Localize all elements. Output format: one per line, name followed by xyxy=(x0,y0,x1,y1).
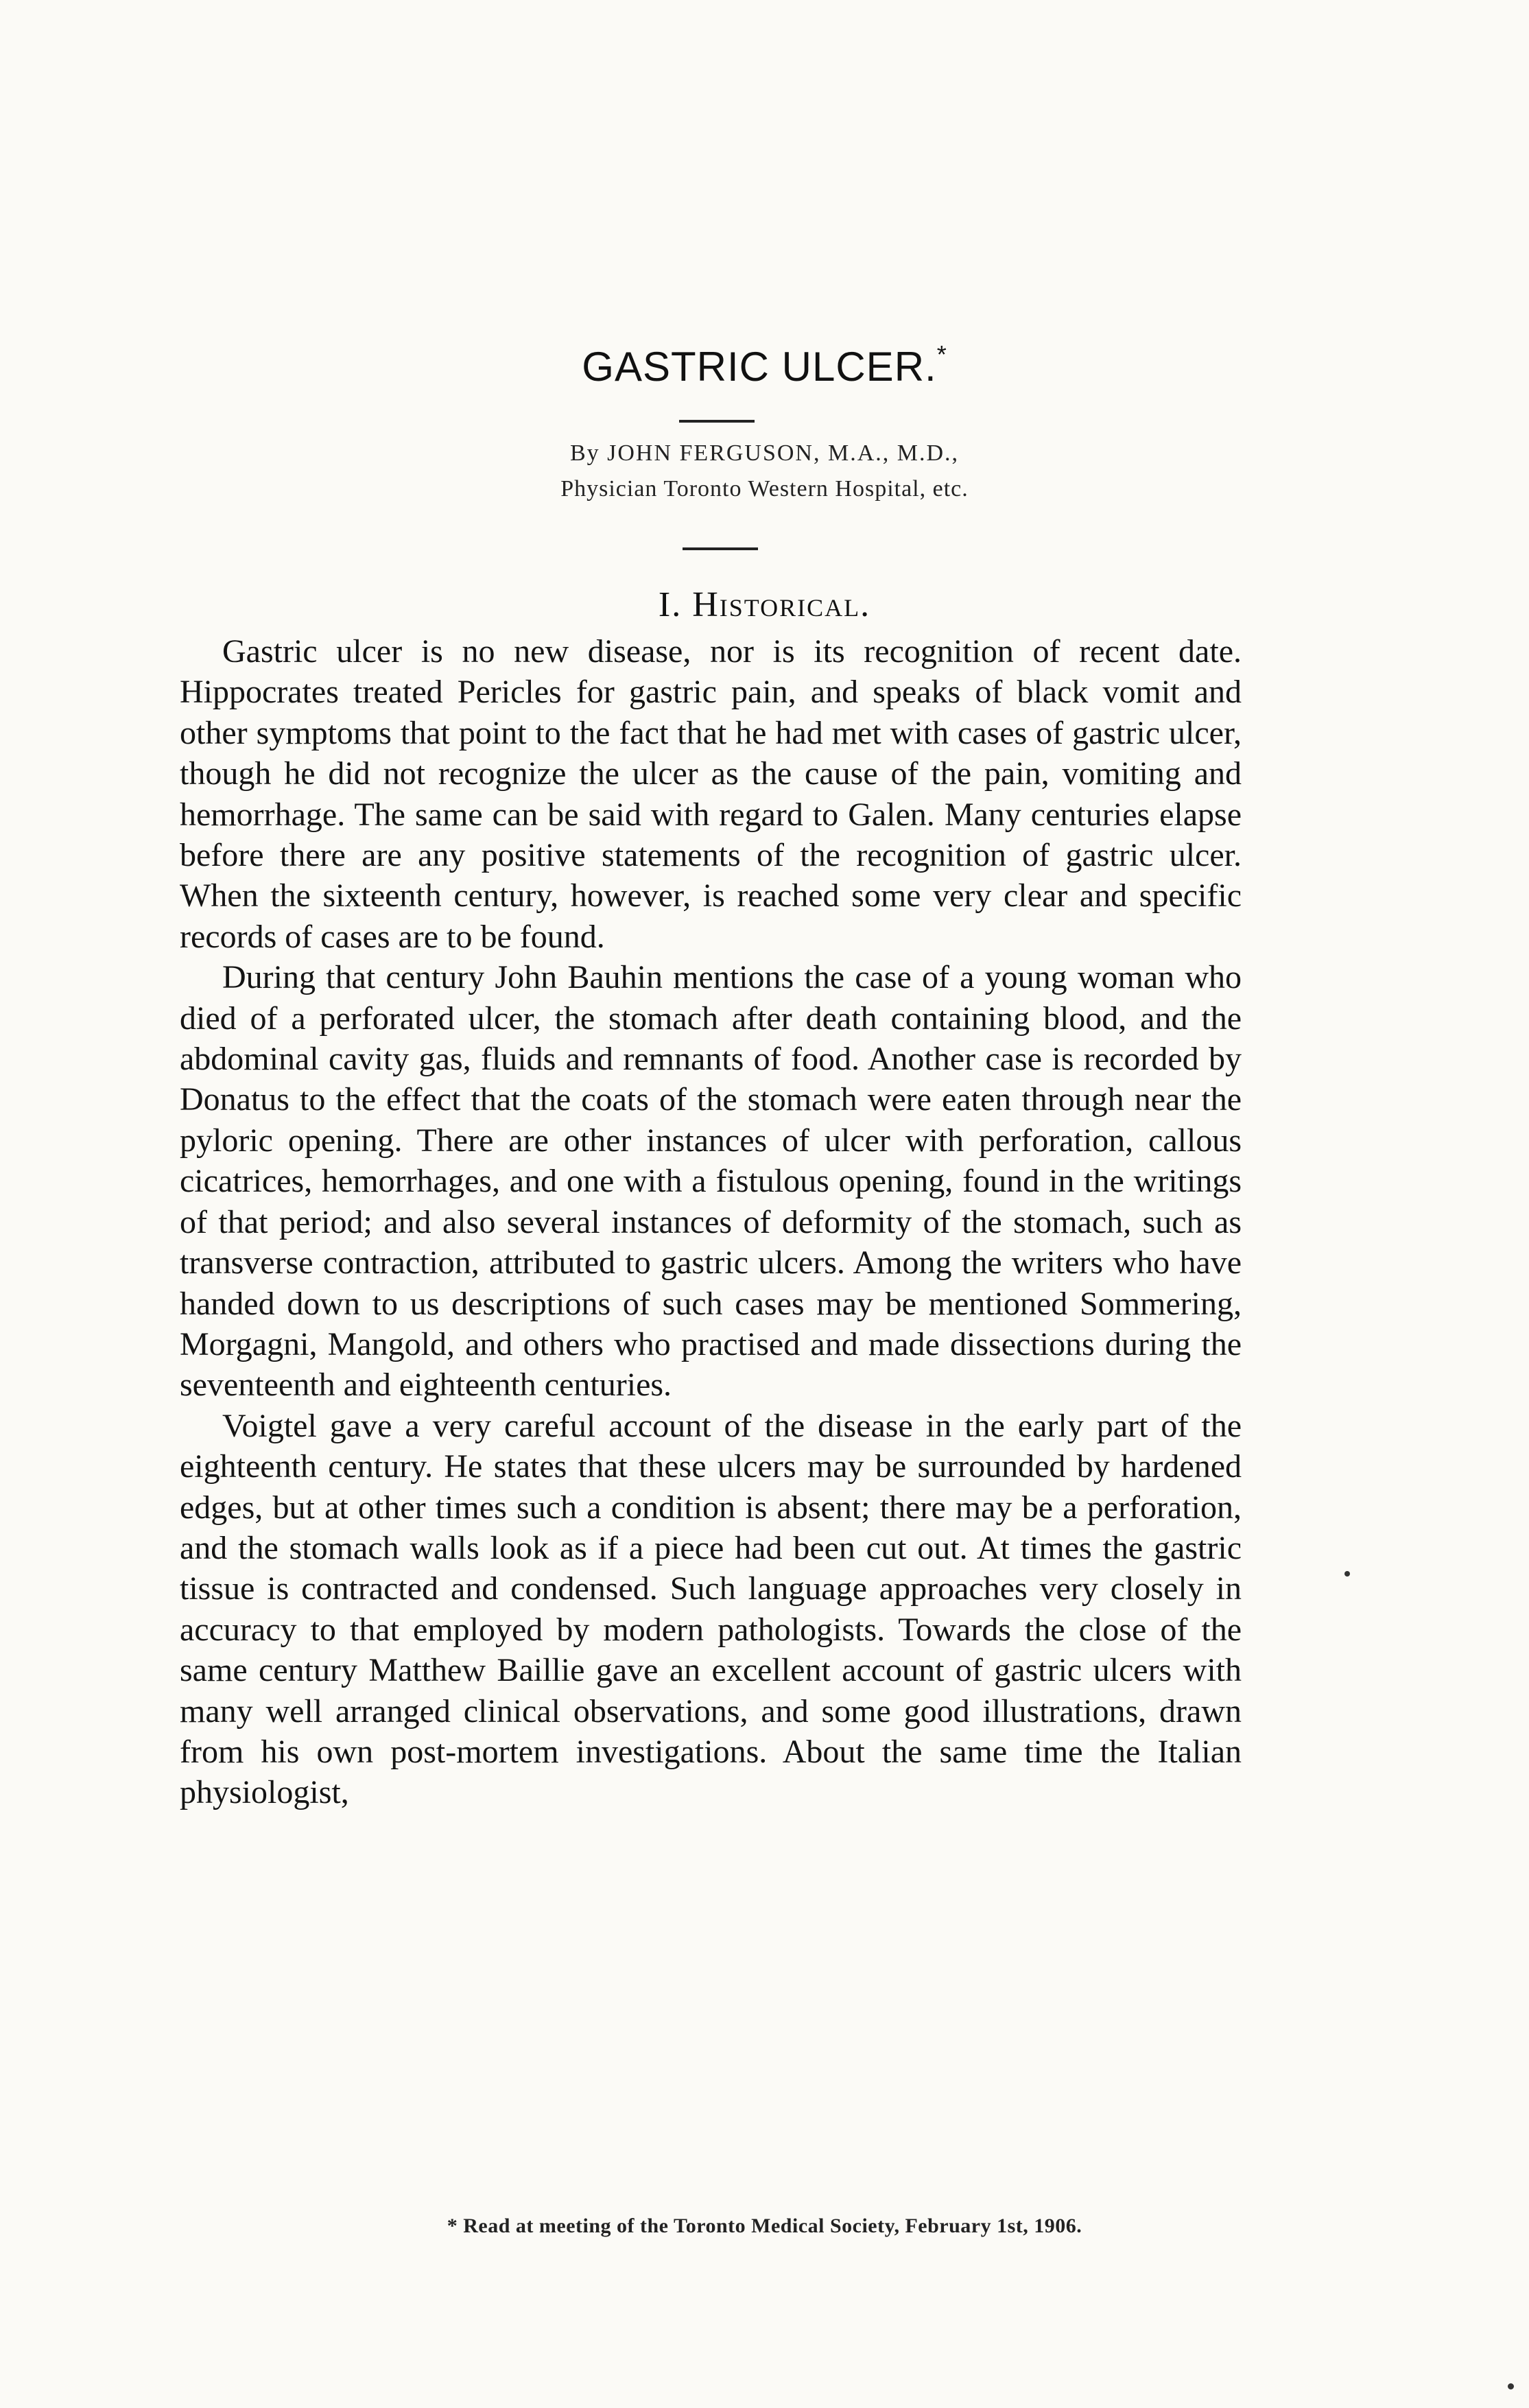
paragraph-1: Gastric ulcer is no new disease, nor is its recognition of recent date. Hippocrates treated Pericles for gastric pain, and speaks of black vomit and other symptoms that point to the fact that he had met with cases of gastric ulcer, though he did not recognize the ulcer as the cause of the pain, vomiting and hemorrhage. The same can be said with regard to Galen. Many centuries elapse before there are any positive statements of the recognition of gastric ulcer. When the sixteenth century, however, is reached some very clear and specific records of cases are to be found. xyxy=(180,633,1242,955)
byline-divider xyxy=(683,547,758,550)
corner-speck xyxy=(1508,2383,1514,2389)
article-title-text: GASTRIC ULCER. xyxy=(582,344,937,390)
paragraph-3: Voigtel gave a very careful account of the disease in the early part of the eighteenth century. He states that these ulcers may be surrounded by hardened edges, but at other times such a condition is absent; there may be a perforation, and the stomach walls look as if a piece had been cut out. At times the gastric tissue is contracted and condensed. Such language approaches very closely in accuracy to that employed by modern pathologists. Towards the close of the same century Matthew Baillie gave an excellent account of gastric ulcers with many well arranged clinical observations, and some good illustrations, drawn from his own post-mortem investigations. About the same time the Italian physiologist, xyxy=(180,1407,1242,1811)
title-divider xyxy=(679,420,755,423)
section-heading: I. Historical. xyxy=(658,585,871,624)
footnote-marker: * xyxy=(936,340,947,368)
author-byline: By JOHN FERGUSON, M.A., M.D., xyxy=(569,440,960,466)
footnote: * Read at meeting of the Toronto Medical Society, February 1st, 1906. xyxy=(447,2215,1082,2237)
paragraph-2: During that century John Bauhin mentions the case of a young woman who died of a perforated ulcer, the stomach after death containing blood, and the abdominal cavity gas, fluids and remnants of food. Another case is recorded by Donatus to the effect that the coats of the stomach were eaten through near the pyloric opening. There are other instances of ulcer with perforation, callous cicatrices, hemorrhages, and one with a fistulous opening, found in the writings of that period; and also several instances of deformity of the stomach, such as transverse contraction, attributed to gastric ulcers. Among the writers who have handed down to us descriptions of such cases may be mentioned Sommering, Morgagni, Mangold, and others who practised and made dissections during the seventeenth and eighteenth centuries. xyxy=(180,959,1242,1404)
article-title xyxy=(0,340,1529,390)
author-affiliation: Physician Toronto Western Hospital, etc. xyxy=(560,476,969,501)
article-body xyxy=(180,631,1242,1813)
margin-speck xyxy=(1344,1571,1350,1577)
